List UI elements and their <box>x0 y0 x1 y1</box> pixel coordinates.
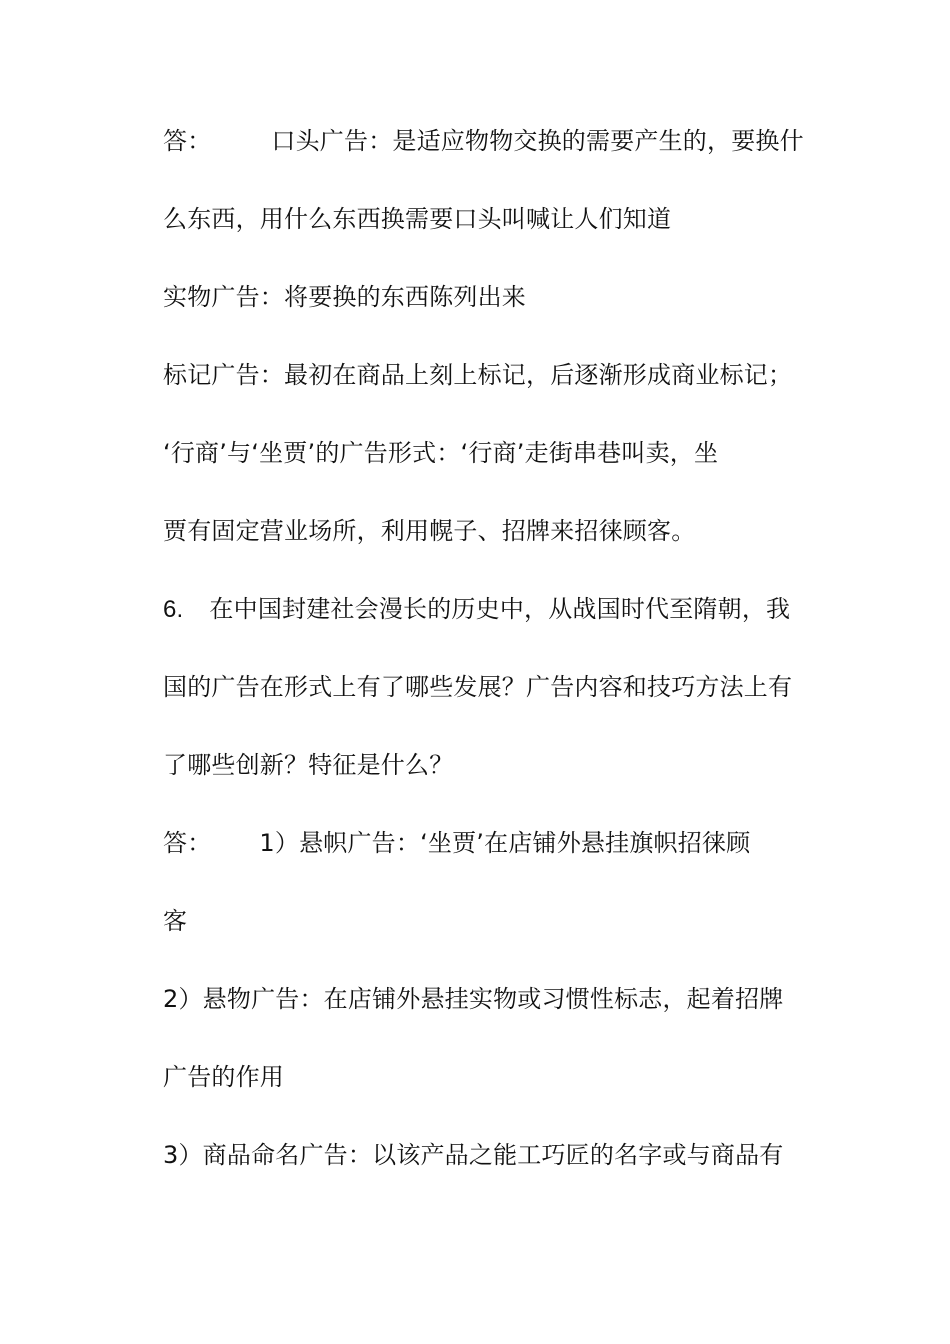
answer-label: 答： <box>163 829 212 857</box>
text-line-2 <box>163 201 803 237</box>
question-number: 6. <box>163 596 184 623</box>
text-line-10 <box>163 825 803 861</box>
text-line-3 <box>163 279 803 315</box>
text-line-13 <box>163 1059 803 1095</box>
line-text: 口头广告：是适应物物交换的需要产生的，要换什 <box>271 127 804 155</box>
line-text: 客 <box>163 907 188 935</box>
text-line-14 <box>163 1137 803 1173</box>
text-line-11 <box>163 903 803 939</box>
text-line-1 <box>163 123 803 159</box>
line-text: 3）商品命名广告：以该产品之能工巧匠的名字或与商品有 <box>163 1141 784 1169</box>
line-text: 贾有固定营业场所，利用幌子、招牌来招徕顾客。 <box>163 517 696 545</box>
text-line-9 <box>163 747 803 783</box>
line-text: 了哪些创新？特征是什么？ <box>163 751 454 779</box>
text-line-12 <box>163 981 803 1017</box>
line-text: 国的广告在形式上有了哪些发展？广告内容和技巧方法上有 <box>163 673 793 701</box>
line-text: 1）悬帜广告：‘坐贾’在店铺外悬挂旗帜招徕顾 <box>259 829 751 857</box>
text-line-7 <box>163 591 803 627</box>
line-text: 广告的作用 <box>163 1063 284 1091</box>
line-text: 么东西，用什么东西换需要口头叫喊让人们知道 <box>163 205 672 233</box>
line-text: 标记广告：最初在商品上刻上标记，后逐渐形成商业标记； <box>163 361 793 389</box>
answer-label: 答： <box>163 127 212 155</box>
line-text: 在中国封建社会漫长的历史中，从战国时代至隋朝，我 <box>209 595 791 623</box>
text-line-6 <box>163 513 803 549</box>
line-text: 2）悬物广告：在店铺外悬挂实物或习惯性标志，起着招牌 <box>163 985 784 1013</box>
text-line-8 <box>163 669 803 705</box>
line-text: ‘行商’与‘坐贾’的广告形式：‘行商’走街串巷叫卖，坐 <box>163 439 719 467</box>
line-text: 实物广告：将要换的东西陈列出来 <box>163 283 526 311</box>
text-line-4 <box>163 357 803 393</box>
text-line-5 <box>163 435 803 471</box>
